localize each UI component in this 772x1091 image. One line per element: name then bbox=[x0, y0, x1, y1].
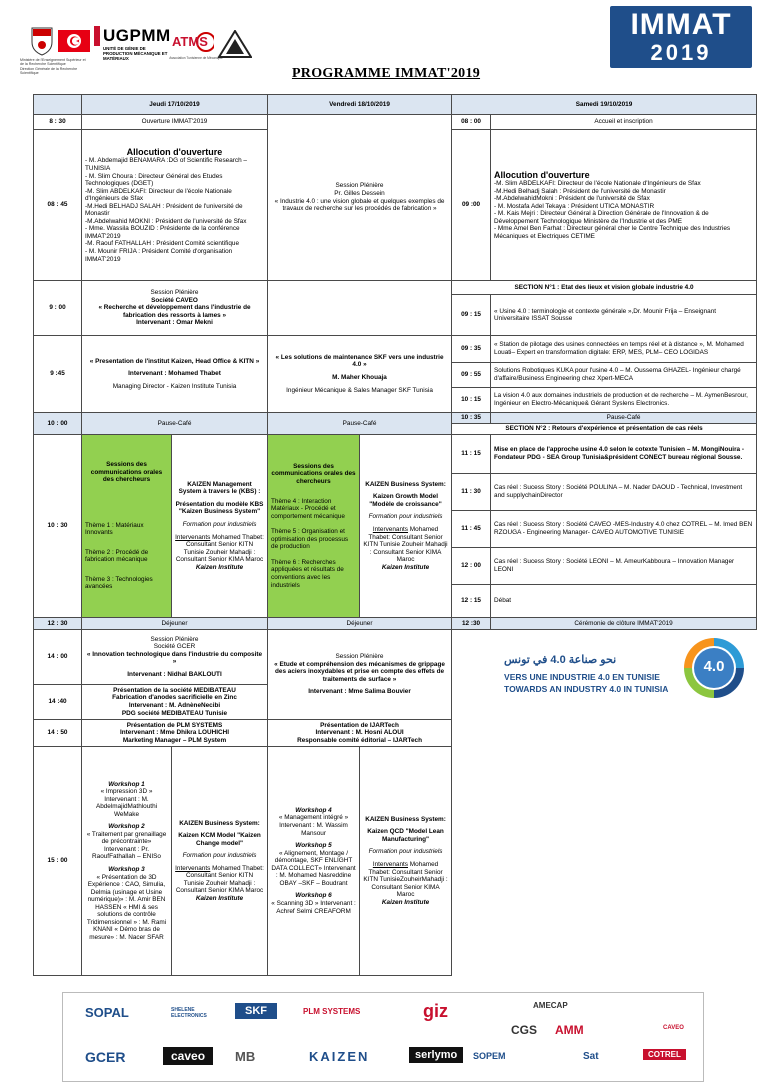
workshop-heading: Workshop 5 bbox=[295, 842, 332, 850]
sponsor-logo: serlymo bbox=[409, 1047, 463, 1063]
opening-speech-sat-cell bbox=[491, 130, 757, 281]
plenary-gcer-cell bbox=[82, 630, 268, 685]
plenary-speaker: Pr. Gilles Dessein bbox=[334, 189, 385, 197]
time-cell: 9 :45 bbox=[34, 336, 82, 413]
time-cell: 12 : 30 bbox=[34, 618, 82, 630]
closing-ceremony-cell: Cérémonie de clôture IMMAT'2019 bbox=[491, 618, 757, 630]
kaizen-kbs-speakers: Mohamed Thabet: Consultant Senior KITN Tunisie Zouheir Mahadji : Consultant Senior KIMA Maroc bbox=[175, 533, 264, 564]
time-cell: 12 : 15 bbox=[452, 585, 491, 618]
ugpmm-subtitle: UNITÉ DE GÉNIE DE PRODUCTION MÉCANIQUE ET MATÉRIAUX bbox=[103, 46, 168, 62]
sponsor-logo: SOPEM bbox=[473, 1051, 506, 1061]
skf-presentation-title: « Les solutions de maintenance SKF vers une industrie 4.0 » bbox=[275, 353, 444, 369]
time-cell: 10 : 30 bbox=[34, 435, 82, 618]
schedule-row-1115 bbox=[34, 435, 757, 474]
page-title: PROGRAMME IMMAT'2019 bbox=[291, 66, 481, 81]
opening-speech-sat-title: Allocution d'ouverture bbox=[494, 169, 590, 180]
kaizen-kbs-cell bbox=[172, 435, 268, 618]
schedule-row-1230 bbox=[34, 618, 757, 630]
kaizen-qcd-title: KAIZEN Business System: bbox=[365, 815, 446, 823]
sponsor-logo: SOPAL bbox=[85, 1005, 129, 1020]
workshops-a-cell bbox=[82, 747, 172, 976]
kaizen-kbs-speakers-label: Intervenants bbox=[175, 533, 211, 541]
opening-speech-line: -M.Abdelwahid MOKNI : Président de l'université de Sfax bbox=[85, 217, 247, 225]
kaizen-presentation-role: Managing Director - Kaizen Institute Tunisia bbox=[112, 382, 237, 390]
section-1-heading: SECTION N°1 : Etat des lieux et vision globale industrie 4.0 bbox=[452, 281, 757, 295]
workshop-text: « Présentation de 3D Expérience : CAO, Simulia, Delmia (usinage et Usine numérique)» : M. Amir BEN HASSEN « HMI & ses solutions de contrôle Tridimensionnel » : M. Rami KNANI « Démo bras de mesure» : M. Nacer SFAR bbox=[86, 873, 167, 941]
sponsors-strip bbox=[62, 992, 704, 1082]
medibateau-cell bbox=[82, 685, 268, 720]
atms-logo-text: ATMS bbox=[172, 34, 208, 49]
time-cell: 09 : 15 bbox=[452, 295, 491, 336]
schedule-row-1000 bbox=[34, 413, 757, 424]
sponsor-logo: KAIZEN bbox=[309, 1049, 370, 1064]
case-study-cell: Cas réel : Sucess Story : Société CAVEO -MES-Industry 4.0 chez COTREL – M. Imed BEN RZOUGA - Engineering Manager- CAVEO AUTOMOTIVE TUNISIE bbox=[491, 511, 757, 548]
sponsor-logo: PLM SYSTEMS bbox=[303, 1007, 361, 1016]
plm-speaker: Intervenant : Mme Dhikra LOUHICHI bbox=[120, 729, 230, 737]
plenary-bouvier-cell bbox=[268, 630, 452, 720]
kaizen-kcm-org: Kaizen Institute bbox=[195, 894, 244, 902]
skf-presentation-role: Ingénieur Mécanique & Sales Manager SKF Tunisia bbox=[286, 386, 433, 394]
coffee-break-cell: Pause-Café bbox=[268, 413, 452, 435]
plenary-topic: « Innovation technologique dans l'industrie du composite » bbox=[86, 650, 263, 666]
welcome-cell: Accueil et inscription bbox=[491, 115, 757, 130]
ugpmm-logo-text: UGPMM bbox=[103, 26, 171, 45]
opening-speech-line: -M. Slim ABDELKAFI: Directeur de l'école Nationale d'Ingénieurs de Sfax bbox=[85, 187, 232, 203]
oral-session-theme: Thème 1 : Matériaux Innovants bbox=[85, 521, 144, 537]
time-cell: 08 : 00 bbox=[452, 115, 491, 130]
kaizen-kcm-model: Kaizen KCM Model "Kaizen Change model" bbox=[178, 832, 261, 847]
industry-badge-area bbox=[452, 630, 757, 976]
opening-speech-cell bbox=[82, 130, 268, 281]
empty-cell bbox=[268, 281, 452, 336]
kaizen-kbs-model-name: "Kaizen Business System" bbox=[178, 508, 261, 516]
time-cell: 09 : 35 bbox=[452, 336, 491, 363]
skf-presentation-speaker: M. Maher Khouaja bbox=[332, 374, 387, 381]
opening-speech-line: - Mme. Wassila BOUZID : Présidente de la conférence IMMAT'2019 bbox=[85, 225, 240, 240]
opening-speech-sat-line: - M. Kais Mejri : Directeur Général à Direction Générale de l'Innovation & de Développement Technologique Ministère de l'Industrie et des PME bbox=[494, 210, 709, 225]
plenary-dessein-cell bbox=[268, 115, 452, 281]
oral-session-theme: Thème 6 : Recherches appliquées et résultats de conventions avec les industriels bbox=[271, 558, 344, 589]
lmps-logo-icon bbox=[218, 30, 252, 58]
coffee-break-cell: Pause-Café bbox=[82, 413, 268, 435]
atms-subtitle: Association Tunisienne de Mécanique bbox=[169, 56, 223, 60]
opening-speech-line: - M. Abdemajid BENAMARA :DG of Scientific Research – TUNISIA bbox=[85, 157, 247, 173]
kaizen-kcm-audience: Formation pour industriels bbox=[182, 852, 257, 860]
kaizen-kbs-org: Kaizen Institute bbox=[195, 563, 244, 571]
kaizen-kcm-title: KAIZEN Business System: bbox=[179, 819, 260, 827]
time-cell: 12 :30 bbox=[452, 618, 491, 630]
opening-cell: Ouverture IMMAT'2019 bbox=[82, 115, 268, 130]
workshop-text: « Impression 3D » Intervenant : M. AbdelmajidMathlouthi WeMake bbox=[95, 788, 158, 818]
time-cell: 08 : 45 bbox=[34, 130, 82, 281]
kaizen-qcd-speakers: Mohamed Thabet: Consultant Senior KITN TunisieZouheirMahadji : Consultant Senior KIMA Maroc bbox=[363, 860, 448, 899]
workshop-heading: Workshop 3 bbox=[108, 866, 145, 873]
sponsor-logo: COTREL bbox=[643, 1049, 686, 1060]
day-header-row bbox=[34, 95, 757, 115]
kaizen-qcd-cell bbox=[360, 747, 452, 976]
sponsor-logo: caveo bbox=[163, 1047, 213, 1065]
case-study-cell: Débat bbox=[491, 585, 757, 618]
case-study-cell: Mise en place de l'approche usine 4.0 selon le cotexte Tunisien – M. MongiNouira -Fondateur PDG - SEA Group Tunisia&président CONECT bureau régional Sousse. bbox=[491, 435, 757, 474]
kaizen-qcd-speakers-label: Intervenants bbox=[372, 860, 408, 868]
badge-arabic: نحو صناعة 4.0 في تونس bbox=[504, 654, 617, 666]
badge-mark: 4.0 bbox=[703, 658, 725, 675]
opening-speech-sat-line: - M. Mostafa Adel Tekaya : Président UTICA MONASTIR bbox=[494, 202, 655, 210]
case-study-cell: Cas réel : Sucess Story : Société POULINA – M. Nader DAOUD - Technical, Investment and supplychainDirector bbox=[491, 474, 757, 511]
ijartech-title: Présentation de IJARTech bbox=[320, 721, 399, 729]
opening-speech-line: - M. Slim Choura : Directeur Général des Etudes Technologiques (DGET) bbox=[85, 172, 223, 188]
kaizen-growth-title: KAIZEN Business System: bbox=[365, 480, 446, 488]
plenary-speaker: Intervenant : Mme Salima Bouvier bbox=[308, 688, 411, 696]
opening-speech-title: Allocution d'ouverture bbox=[126, 146, 223, 157]
tunisia-flag-icon bbox=[58, 30, 90, 52]
badge-line-en: TOWARDS AN INDUSTRY 4.0 IN TUNISIA bbox=[504, 684, 669, 694]
workshop-heading: Workshop 1 bbox=[108, 780, 145, 788]
plm-title: Présentation de PLM SYSTEMS bbox=[126, 721, 223, 729]
talk-cell: « Usine 4.0 : terminologie et contexte générale »,Dr. Mounir Frija – Enseignant Universitaire ISSAT Sousse bbox=[491, 295, 757, 336]
time-cell: 11 : 30 bbox=[452, 474, 491, 511]
kaizen-kbs-audience: Formation pour industriels bbox=[182, 520, 257, 528]
lunch-cell: Déjeuner bbox=[82, 618, 268, 630]
sponsor-logo: AMM bbox=[555, 1023, 584, 1037]
opening-speech-sat-line: -M.Hedi Belhadj Salah : Président de l'université de Monastir bbox=[494, 187, 666, 195]
immat-banner-title: IMMAT bbox=[630, 8, 732, 41]
plenary-label: Session Plénière bbox=[335, 182, 384, 190]
plm-role: Marketing Manager – PLM System bbox=[122, 736, 227, 744]
workshop-heading: Workshop 2 bbox=[108, 823, 145, 831]
opening-speech-line: -M.Hedi BELHADJ SALAH : Président de l'université de Monastir bbox=[85, 202, 243, 218]
immat-banner-year: 2019 bbox=[650, 40, 712, 65]
talk-cell: La vision 4.0 aux domaines industriels de production et de recherche – M. AymenBesrour, Ingénieur en Electro-Mécanique& Gérant Syslens Electronics. bbox=[491, 388, 757, 413]
time-cell: 11 : 15 bbox=[452, 435, 491, 474]
workshop-heading: Workshop 6 bbox=[295, 892, 332, 900]
medibateau-speaker: Intervenant : M. AdnèneNecibi bbox=[128, 702, 221, 709]
kaizen-qcd-org: Kaizen Institute bbox=[381, 898, 430, 906]
time-cell: 9 : 00 bbox=[34, 281, 82, 336]
sponsor-logo: CGS bbox=[511, 1023, 538, 1037]
workshop-heading: Workshop 4 bbox=[295, 806, 332, 814]
workshop-text: « Alignement, Montage / démontage, SKF ENLIGHT DATA COLLECT» Intervenant : M. Mohamed Nasreddine OBAY –SKF – Boudrant bbox=[271, 849, 356, 887]
sponsor-logo: GCER bbox=[85, 1049, 126, 1065]
industry-badge bbox=[498, 630, 758, 720]
plenary-company: Société CAVEO bbox=[151, 296, 198, 304]
tunisia-emblem-icon bbox=[30, 26, 54, 56]
opening-speech-sat-line: -M.AbdelwahidMokni : Président de l'université de Sfax bbox=[494, 195, 650, 203]
kaizen-growth-org: Kaizen Institute bbox=[381, 563, 430, 571]
time-cell: 11 : 45 bbox=[452, 511, 491, 548]
oral-session-title: Sessions des communications orales des chercheurs bbox=[90, 461, 163, 484]
oral-session-title: Sessions des communications orales des chercheurs bbox=[271, 462, 356, 486]
kaizen-growth-cell bbox=[360, 435, 452, 618]
opening-speech-sat-line: - Mme Amel Ben Farhat : Directeur général cher le Centre Technique des Industries Mécaniques et Electriques CETIME bbox=[494, 225, 731, 240]
kaizen-kcm-cell bbox=[172, 747, 268, 976]
section-2-heading: SECTION N°2 : Retours d'expérience et présentation de cas réels bbox=[452, 424, 757, 435]
oral-session-theme: Thème 5 : Organisation et optimisation des processus de production bbox=[271, 528, 349, 551]
plenary-topic: « Recherche et développement dans l'industrie de fabrication des ressorts à lames » bbox=[98, 304, 251, 319]
coffee-break-cell: Pause-Café bbox=[491, 413, 757, 424]
schedule-row-0935 bbox=[34, 336, 757, 363]
workshop-text: « Traitement par grenaillage de précontrainte» Intervenant : Pr. RaoufFathallah – ENISo bbox=[86, 830, 167, 861]
medibateau-topic: Fabrication d'anodes sacrificielle en Zinc bbox=[112, 694, 237, 702]
sponsor-logo: SKF bbox=[235, 1003, 277, 1019]
time-cell: 10 : 35 bbox=[452, 413, 491, 424]
time-cell: 8 : 30 bbox=[34, 115, 82, 130]
industry-4-gear-icon bbox=[680, 634, 748, 702]
plenary-label: Session Plénière bbox=[150, 289, 199, 297]
kaizen-kcm-speakers: Mohamed Thabet: Consultant Senior KITN Tunisie Zouheir Mahadji : Consultant Senior KIMA Maroc bbox=[175, 864, 264, 895]
time-cell: 10 : 15 bbox=[452, 388, 491, 413]
sponsor-logo: giz bbox=[423, 1001, 448, 1021]
medibateau-title: Présentation de la société MEDIBATEAU bbox=[113, 686, 236, 694]
plenary-speaker: Intervenant : Nidhal BAKLOUTI bbox=[127, 670, 222, 678]
ministry-text: Ministère de l'Enseignement Supérieur et de la Recherche Scientifique Direction Générale de la Recherche Scientifique bbox=[20, 58, 86, 75]
kaizen-kcm-speakers-label: Intervenants bbox=[175, 864, 211, 872]
ijartech-speaker: Intervenant : M. Hosni ALOUI bbox=[315, 729, 404, 737]
kaizen-growth-speakers: Mohamed Thabet: Consultant Senior KITN Tunisie Zouheir Mahadji : Consultant Senior KIMA Maroc bbox=[363, 525, 448, 564]
skf-presentation-cell bbox=[268, 336, 452, 413]
time-cell: 14 : 50 bbox=[34, 720, 82, 747]
opening-speech-line: -M. Raouf FATHALLAH : Président Comité scientifique bbox=[85, 240, 240, 248]
workshop-text: « Management intégré » Intervenant : M. Wassim Mansour bbox=[278, 814, 349, 837]
plenary-label: Session Plénière bbox=[150, 635, 199, 643]
plenary-topic: « Etude et compréhension des mécanismes de grippage des aciers inoxydables et prise en compte des effets de traitements de surface » bbox=[274, 660, 445, 683]
time-cell: 12 : 00 bbox=[452, 548, 491, 585]
workshop-text: « Scanning 3D » Intervenant : Achref Selmi CREAFORM bbox=[271, 899, 356, 915]
ugpmm-logo-icon bbox=[94, 26, 100, 46]
badge-line-fr: VERS UNE INDUSTRIE 4.0 EN TUNISIE bbox=[504, 672, 660, 682]
immat-banner bbox=[610, 6, 752, 68]
schedule-row-0900 bbox=[34, 281, 757, 295]
time-cell: 14 : 00 bbox=[34, 630, 82, 685]
lunch-cell: Déjeuner bbox=[268, 618, 452, 630]
plm-cell bbox=[82, 720, 268, 747]
oral-session-theme: Thème 2 : Procédé de fabrication mécanique bbox=[85, 548, 149, 564]
kaizen-growth-speakers-label: Intervenants bbox=[372, 525, 408, 533]
ijartech-role: Responsable comité éditorial – IJARTech bbox=[297, 736, 422, 744]
sponsor-logo: AMECAP bbox=[533, 1001, 568, 1010]
kaizen-growth-model-name: "Modèle de croissance" bbox=[369, 500, 442, 508]
oral-session-cell bbox=[82, 435, 172, 618]
plenary-caveo-cell bbox=[82, 281, 268, 336]
day-header-friday: Vendredi 18/10/2019 bbox=[268, 95, 452, 115]
kaizen-kbs-model: Présentation du modèle KBS bbox=[175, 500, 264, 508]
schedule-row-1400 bbox=[34, 630, 757, 685]
opening-speech-sat-line: -M. Slim ABDELKAFI: Directeur de l'école Nationale d'Ingénieurs de Sfax bbox=[494, 180, 701, 188]
talk-cell: « Station de pilotage des usines connectées en temps réel et à distance », M. Mohamed Louati– Expert en transformation digitale: ERP, MES, PLM– CEO LOGIDAS bbox=[491, 336, 757, 363]
case-study-cell: Cas réel : Sucess Story : Société LEONI – M. AmeurKabboura – Innovation Manager LEONI bbox=[491, 548, 757, 585]
oral-session-cell bbox=[268, 435, 360, 618]
kaizen-presentation-speaker: Intervenant : Mohamed Thabet bbox=[128, 370, 221, 378]
plenary-topic: « Industrie 4.0 : une vision globale et quelques exemples de travaux de recherche sur les procédés de fabrication » bbox=[274, 197, 445, 213]
kaizen-presentation-cell bbox=[82, 336, 268, 413]
opening-speech-line: - M. Mounir FRIJA : Président Comité d'organisation IMMAT'2019 bbox=[85, 248, 233, 263]
plenary-label: Session Plénière bbox=[335, 653, 384, 661]
sponsor-logo: SHELENE ELECTRONICS bbox=[171, 1007, 207, 1019]
day-header-thursday: Jeudi 17/10/2019 bbox=[82, 95, 268, 115]
plenary-speaker: Intervenant : Omar Mekni bbox=[136, 319, 213, 327]
kaizen-presentation-title: « Presentation de l'institut Kaizen, Head Office & KITN » bbox=[89, 357, 260, 365]
kaizen-growth-audience: Formation pour industriels bbox=[368, 513, 443, 521]
sponsor-logo: MB bbox=[235, 1049, 256, 1064]
header bbox=[0, 0, 772, 92]
ijartech-cell bbox=[268, 720, 452, 747]
day-header-saturday: Samedi 19/10/2019 bbox=[452, 95, 757, 115]
sponsor-logo: CAVEO bbox=[663, 1025, 684, 1031]
oral-session-theme: Thème 4 : Interaction Matériaux - Procédé et comportement mécanique bbox=[271, 497, 345, 520]
medibateau-role: PDG société MEDIBATEAU Tunisie bbox=[121, 709, 228, 717]
time-cell: 09 : 55 bbox=[452, 363, 491, 388]
time-cell: 09 :00 bbox=[452, 130, 491, 281]
workshops-b-cell bbox=[268, 747, 360, 976]
talk-cell: Solutions Robotiques KUKA pour l'usine 4.0 – M. Oussema GHAZEL- Ingénieur chargé d'affaire/Business Engineering chez Xpert-MECA bbox=[491, 363, 757, 388]
kaizen-qcd-audience: Formation pour industriels bbox=[368, 848, 443, 856]
time-cell: 14 :40 bbox=[34, 685, 82, 720]
plenary-company: Société GCER bbox=[153, 643, 196, 651]
schedule-row-0830 bbox=[34, 115, 757, 130]
time-cell: 15 : 00 bbox=[34, 747, 82, 976]
kaizen-qcd-model: Kaizen QCD "Model Lean Manufacturing" bbox=[367, 828, 444, 843]
oral-session-theme: Thème 3 : Technologies avancées bbox=[85, 575, 153, 591]
sponsor-logo: Sat bbox=[583, 1051, 599, 1062]
kaizen-growth-model: Kaizen Growth Model bbox=[373, 493, 439, 501]
schedule-table bbox=[33, 94, 757, 976]
time-cell: 10 : 00 bbox=[34, 413, 82, 435]
kaizen-kbs-title: KAIZEN Management System à travers le (KBS) : bbox=[178, 480, 261, 496]
